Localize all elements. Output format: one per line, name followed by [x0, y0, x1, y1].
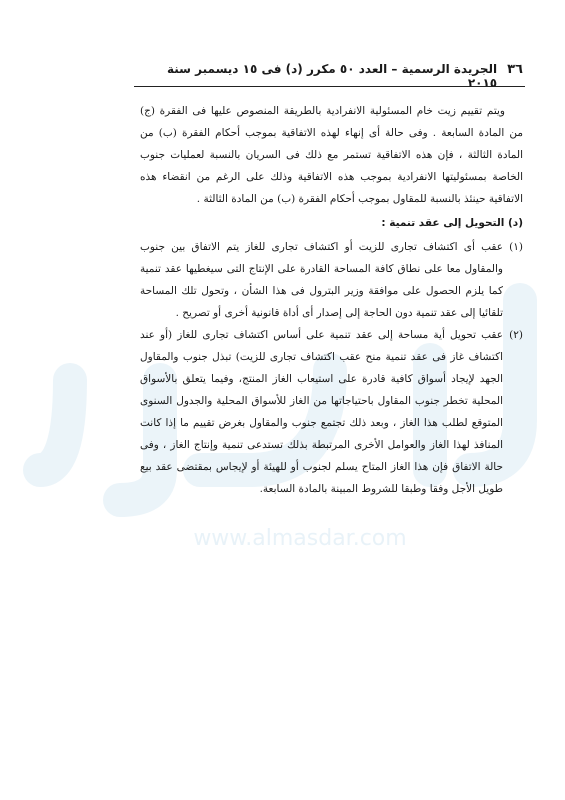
- header-divider: [134, 86, 525, 87]
- item-text: عقب تحويل أية مساحة إلى عقد تنمية على أساس اكتشاف تجارى للغاز (أو عند اكتشاف غاز فى عقد تنمية منح عقب اكتشاف تجارى للزيت) تبذل جنوب والمقاول الجهد لإيجاد أسواق كافية قادرة على استيعاب الغاز المنتج، وفيما يتعلق بالأسواق المحلية تخطر جنوب المقاول باحتياجاتها من الغاز للأسواق المحلية والجدول السنوى المتوقع لطلب هذا الغاز ، وبعد ذلك تجتمع جنوب والمقاول بغرض تقييم ما إذا كانت المنافذ لهذا الغاز والعوامل الأخرى المرتبطة بذلك تستدعى تنمية وإنتاج الغاز ، وفى حالة الاتفاق فإن هذا الغاز المتاح يسلم لجنوب أو للهيئة أو لإيجاس بمقتضى عقد بيع طويل الأجل وفقا وطبقا للشروط المبينة بالمادة السابعة.: [140, 329, 503, 495]
- page-header: [140, 62, 523, 90]
- page-number: ٣٦: [507, 62, 523, 77]
- gazette-title: الجريدة الرسمية – العدد ٥٠ مكرر (د) فى ١٥ ديسمبر سنة ٢٠١٥: [167, 62, 498, 90]
- item-number: (٢): [509, 329, 523, 341]
- item-text: عقب أى اكتشاف تجارى للزيت أو اكتشاف تجارى للغاز يتم الاتفاق بين جنوب والمقاول معا على نطاق كافة المساحة القادرة على الإنتاج التى سيغطيها عقد تنمية كما يلزم الحصول على موافقة وزير البترول فى هذا الشأن ، وتحول تلك المساحة تلقائيا إلى عقد تنمية دون الحاجة إلى إصدار أى أداة قانونية أخرى أو تصريح .: [140, 241, 503, 319]
- document-body: [140, 100, 523, 500]
- svg-text:www.almasdar.com: www.almasdar.com: [193, 526, 407, 551]
- list-item: [140, 324, 523, 500]
- section-title: (د) التحويل إلى عقد تنمية :: [381, 217, 523, 229]
- item-number: (١): [509, 241, 523, 253]
- list-item: [140, 236, 523, 324]
- intro-paragraph: ويتم تقييم زيت خام المسئولية الانفرادية بالطريقة المنصوص عليها فى الفقرة (ج) من المادة السابعة . وفى حالة أى إنهاء لهذه الاتفاقية بموجب أحكام الفقرة (ب) من المادة الثالثة ، فإن هذه الاتفاقية تستمر مع ذلك فى السريان بالنسبة لعمليات جنوب الخاصة بمسئوليتها الانفرادية بموجب هذه الاتفاقية وذلك على الرغم من انقضاء هذه الاتفاقية حينئذ بالنسبة للمقاول بموجب أحكام الفقرة (ب) من المادة الثالثة .: [140, 105, 523, 205]
